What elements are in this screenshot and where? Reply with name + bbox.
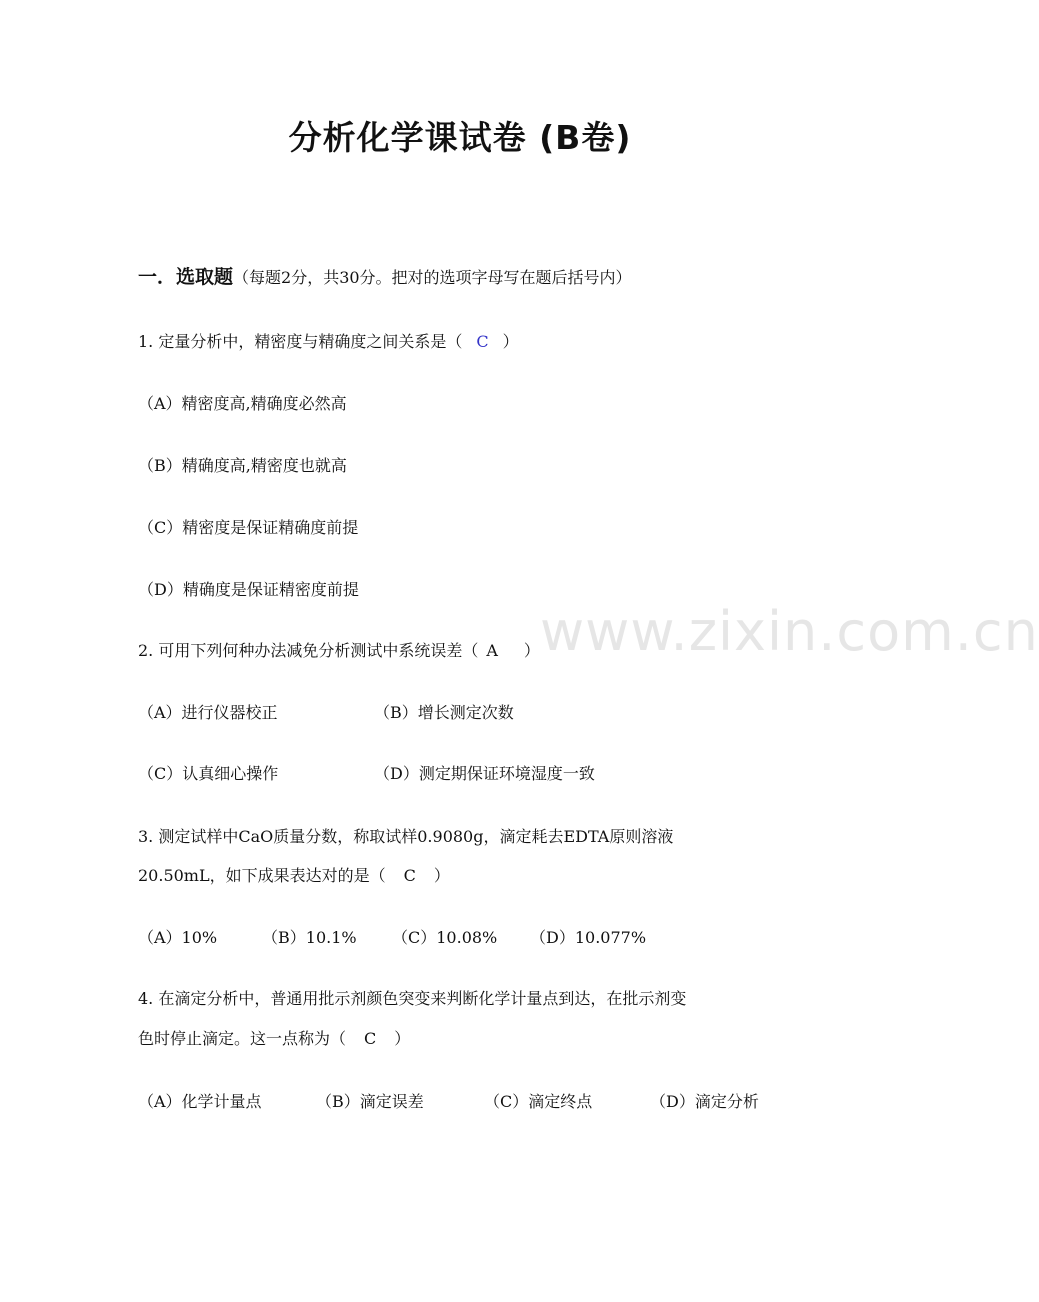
question-3-stem-line-1: 3. 测定试样中CaO质量分数，称取试样0.9080g，滴定耗去EDTA原则溶液 [138,827,674,846]
question-3-option-c: （C）10.08% [392,928,498,947]
question-4-option-a: （A）化学计量点 [138,1092,262,1111]
question-2-stem-text: 2. 可用下列何种办法减免分析测试中系统误差（ [138,641,479,660]
question-4-option-d: （D）滴定分析 [650,1092,759,1111]
question-4-stem-line-1: 4. 在滴定分析中，普通用批示剂颜色突变来判断化学计量点到达，在批示剂变 [138,989,687,1008]
question-2-stem-close: ） [523,641,540,660]
question-2-answer: A [486,641,498,660]
question-2-option-d: （D）测定期保证环境湿度一致 [374,764,595,783]
section-title: 一．选取题 [138,266,234,288]
question-3-answer: C [403,866,416,885]
question-3-option-a: （A）10% [138,928,218,947]
question-2-stem [138,639,540,663]
question-1-option-c: （C）精密度是保证精确度前提 [138,518,359,537]
question-3-stem-text: 20.50mL，如下成果表达对的是（ [138,866,386,885]
question-1-option-b: （B）精确度高,精密度也就高 [138,456,347,475]
question-3-stem-line-2 [138,864,450,888]
question-1-stem-text: 1. 定量分析中，精密度与精确度之间关系是（ [138,332,463,351]
question-4-stem-close: ） [394,1029,411,1048]
watermark-text: www.zixin.com.cn [540,600,1039,663]
question-2-option-c: （C）认真细心操作 [138,764,279,783]
section-note: （每题2分，共30分。把对的选项字母写在题后括号内） [233,268,632,287]
question-2-option-a: （A）进行仪器校正 [138,703,278,722]
question-1-option-d: （D）精确度是保证精密度前提 [138,580,359,599]
question-4-option-b: （B）滴定误差 [316,1092,424,1111]
question-3-option-d: （D）10.077% [530,928,647,947]
question-1-stem-close: ） [502,332,519,351]
question-3-stem-close: ） [433,866,450,885]
question-4-answer: C [364,1029,377,1048]
question-2-option-b: （B）增长测定次数 [374,703,514,722]
page-title: 分析化学课试卷 (B卷) [288,118,632,157]
question-4-stem-line-2 [138,1027,410,1051]
question-4-option-c: （C）滴定终点 [484,1092,593,1111]
section-heading [138,262,632,289]
question-4-stem-text: 色时停止滴定。这一点称为（ [138,1029,347,1048]
question-1-stem [138,330,519,354]
question-1-option-a: （A）精密度高,精确度必然高 [138,394,347,413]
question-3-option-b: （B）10.1% [262,928,357,947]
question-1-answer: C [476,332,489,351]
